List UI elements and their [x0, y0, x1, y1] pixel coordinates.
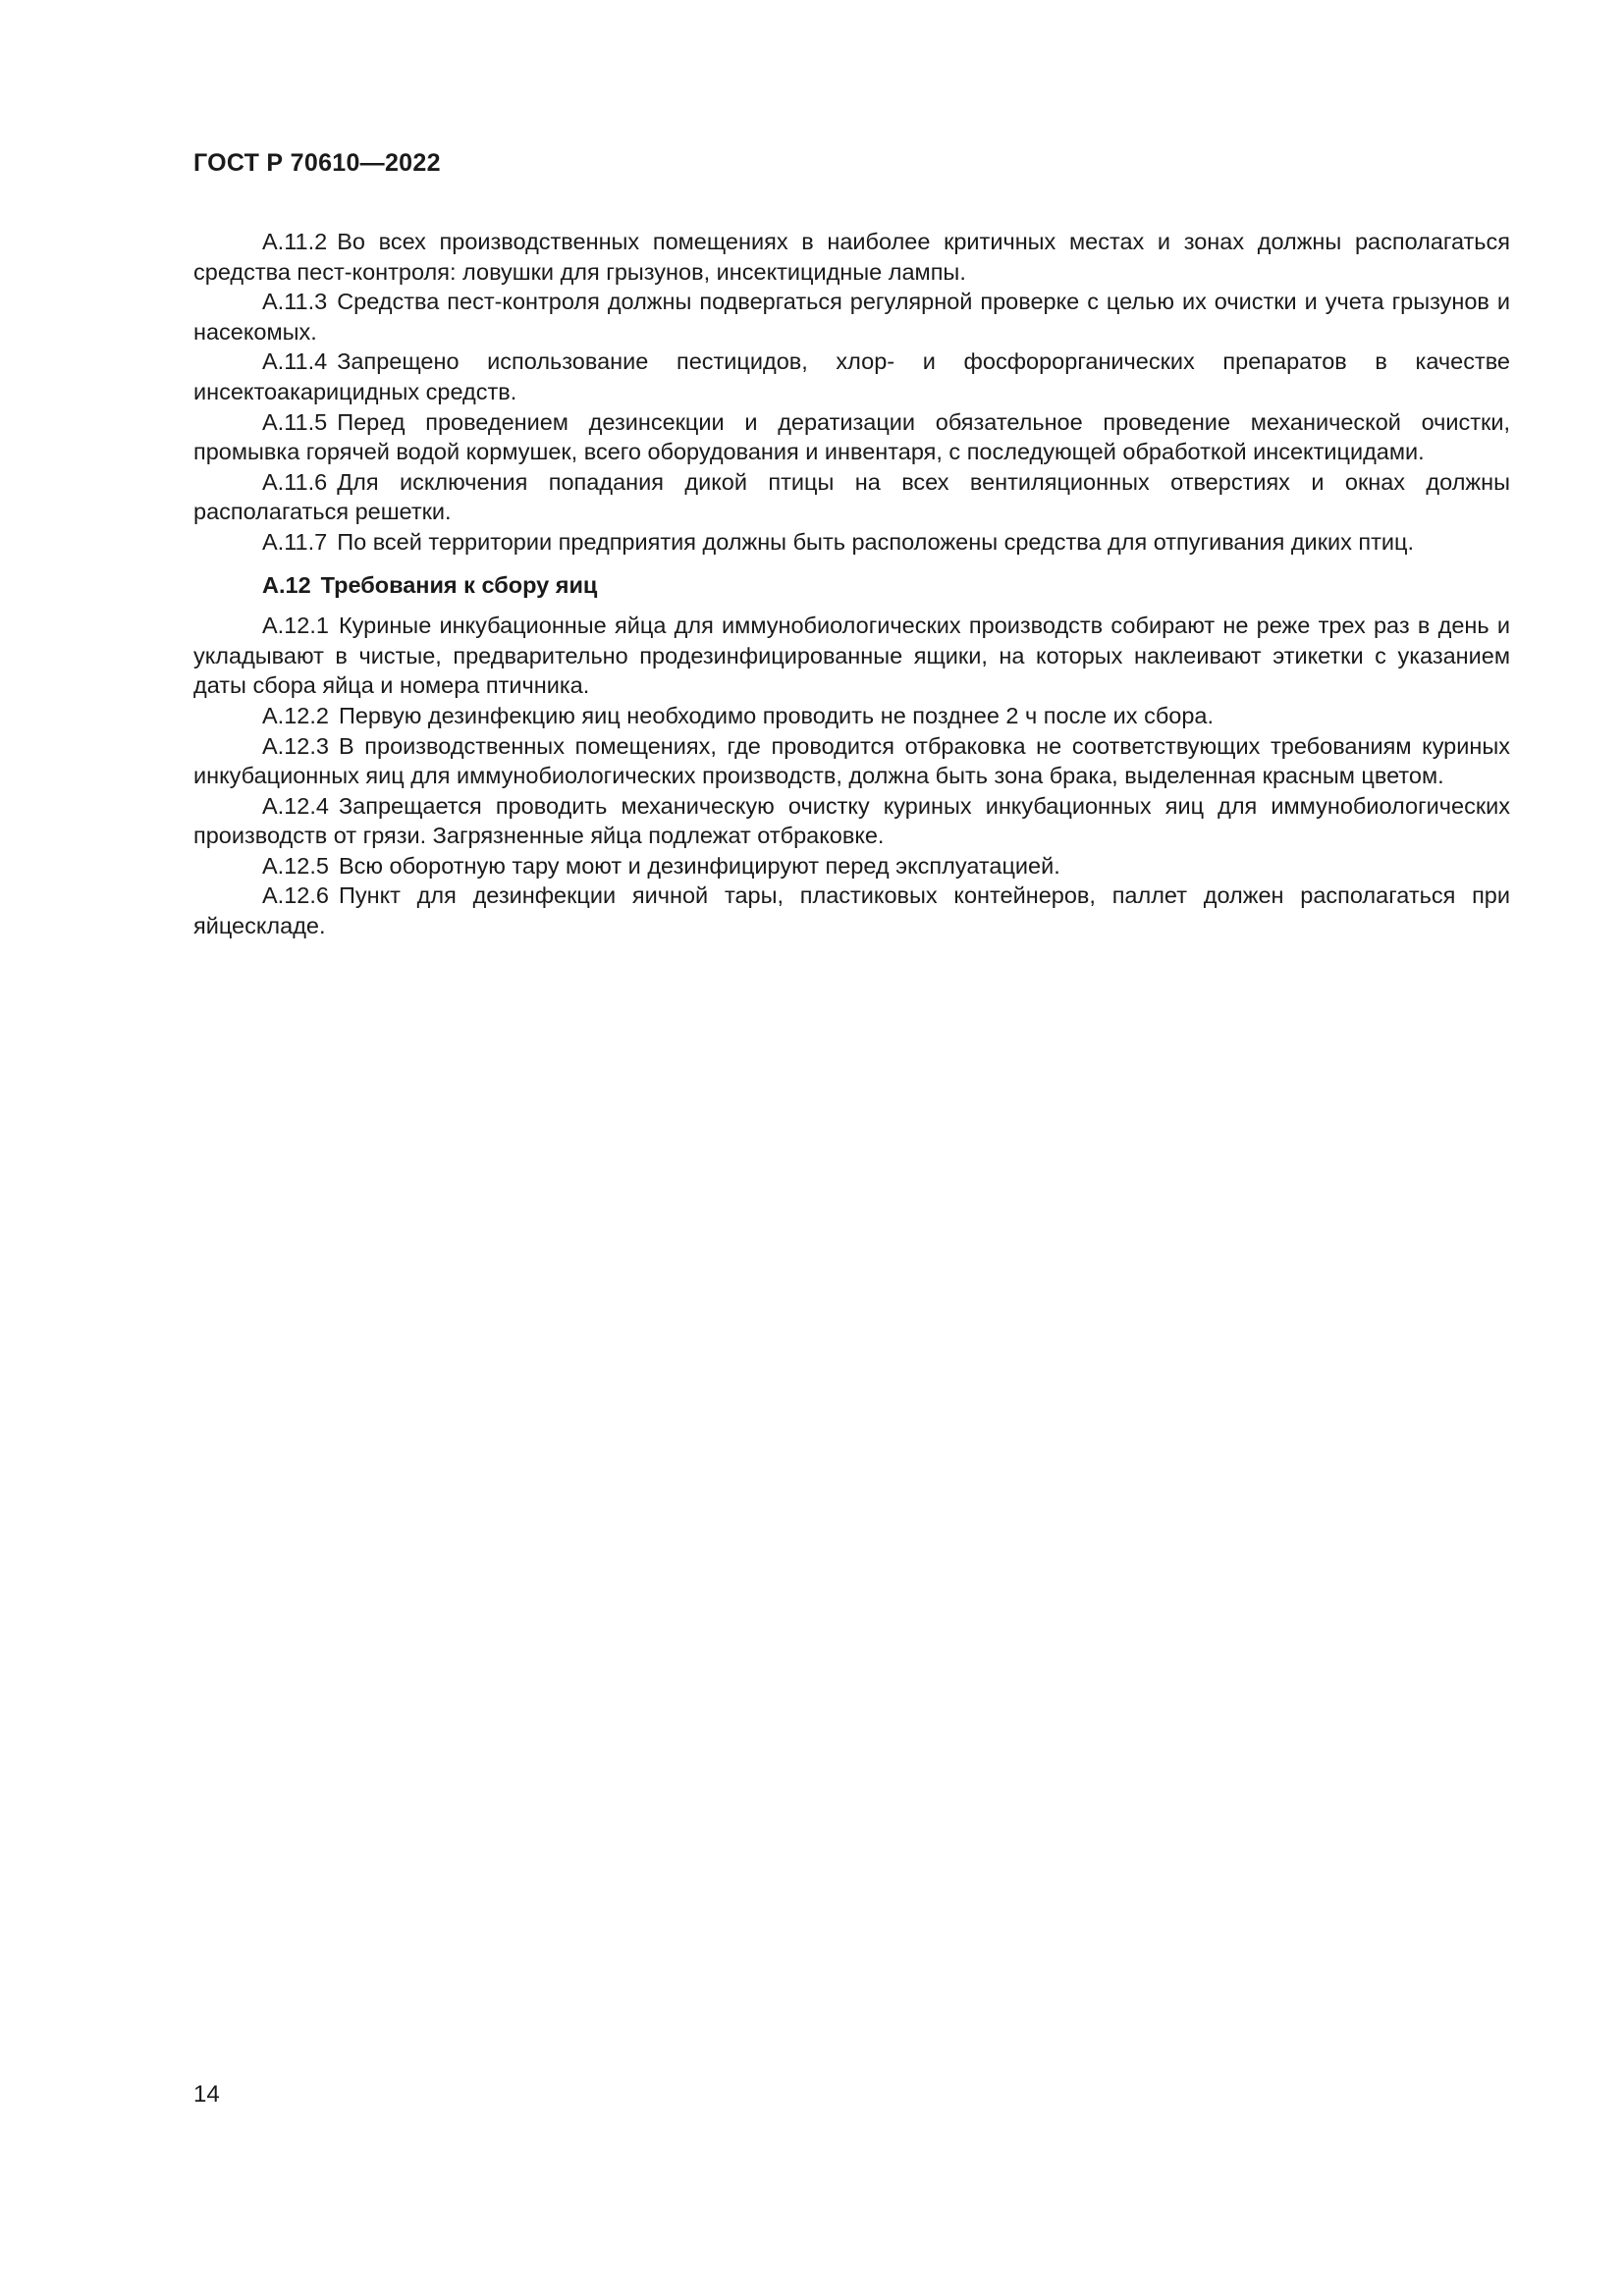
clause-number: А.11.7 [262, 528, 328, 555]
section-heading-a-12 [193, 570, 1510, 601]
clause-text: Перед проведением дезинсекции и дератизации обязательное проведение механической очистки, промывка горячей водой кормушек, всего оборудования и инвентаря, с последующей обработкой инсектицидами. [193, 408, 1510, 465]
document-header: ГОСТ Р 70610—2022 [193, 149, 441, 177]
page-number: 14 [193, 2081, 220, 2108]
clause-text: Во всех производственных помещениях в наиболее критичных местах и зонах должны располагаться средства пест-контроля: ловушки для грызунов, инсектицидные лампы. [193, 229, 1510, 285]
clause-a-11-2 [193, 227, 1510, 287]
clause-text: Первую дезинфекцию яиц необходимо проводить не позднее 2 ч после их сбора. [338, 702, 1215, 728]
clause-text: По всей территории предприятия должны быть расположены средства для отпугивания диких птиц. [337, 528, 1414, 555]
clause-a-11-4 [193, 347, 1510, 406]
clause-a-11-3 [193, 287, 1510, 347]
clause-number: А.11.4 [262, 348, 328, 375]
clause-a-12-6 [193, 881, 1510, 940]
clause-number: А.12.4 [262, 792, 329, 819]
clause-number: А.11.5 [262, 408, 328, 435]
clause-number: А.12.3 [262, 732, 329, 759]
section-number: А.12 [262, 571, 311, 598]
clause-text: Для исключения попадания дикой птицы на всех вентиляционных отверстиях и окнах должны располагаться решетки. [193, 468, 1510, 525]
clause-a-12-4 [193, 791, 1510, 851]
clause-number: А.12.5 [262, 852, 329, 879]
clause-text: Куриные инкубационные яйца для иммунобиологических производств собирают не реже трех раз в день и укладывают в чистые, предварительно продезинфицированные ящики, на которых наклеивают этикетки с указанием даты сбора яйца и номера птичника. [193, 613, 1510, 699]
clause-text: Всю оборотную тару моют и дезинфицируют перед эксплуатацией. [338, 852, 1060, 879]
clause-text: В производственных помещениях, где проводится отбраковка не соответствующих требованиям куриных инкубационных яиц для иммунобиологических производств, должна быть зона брака, выделенная красным цветом. [193, 732, 1510, 789]
clause-number: А.12.2 [262, 702, 329, 728]
clause-a-12-2 [193, 701, 1510, 731]
clause-text: Запрещено использование пестицидов, хлор- и фосфорорганических препаратов в качестве инсектоакарицидных средств. [193, 348, 1510, 404]
document-body [193, 227, 1510, 941]
clause-a-11-6 [193, 467, 1510, 527]
clause-number: А.12.6 [262, 882, 329, 909]
clause-a-12-5 [193, 851, 1510, 881]
clause-text: Запрещается проводить механическую очистку куриных инкубационных яиц для иммунобиологических производств от грязи. Загрязненные яйца подлежат отбраковке. [193, 792, 1510, 849]
clause-text: Средства пест-контроля должны подвергаться регулярной проверке с целью их очистки и учета грызунов и насекомых. [193, 289, 1510, 345]
clause-number: А.12.1 [262, 613, 329, 639]
clause-number: А.11.2 [262, 229, 328, 254]
section-title: Требования к сбору яиц [320, 571, 598, 598]
clause-a-11-5 [193, 407, 1510, 467]
clause-text: Пункт для дезинфекции яичной тары, пластиковых контейнеров, паллет должен располагаться при яйцескладе. [193, 882, 1510, 939]
clause-a-11-7 [193, 527, 1510, 558]
clause-number: А.11.3 [262, 289, 328, 315]
clause-number: А.11.6 [262, 468, 328, 495]
clause-a-12-1 [193, 611, 1510, 701]
clause-a-12-3 [193, 731, 1510, 791]
